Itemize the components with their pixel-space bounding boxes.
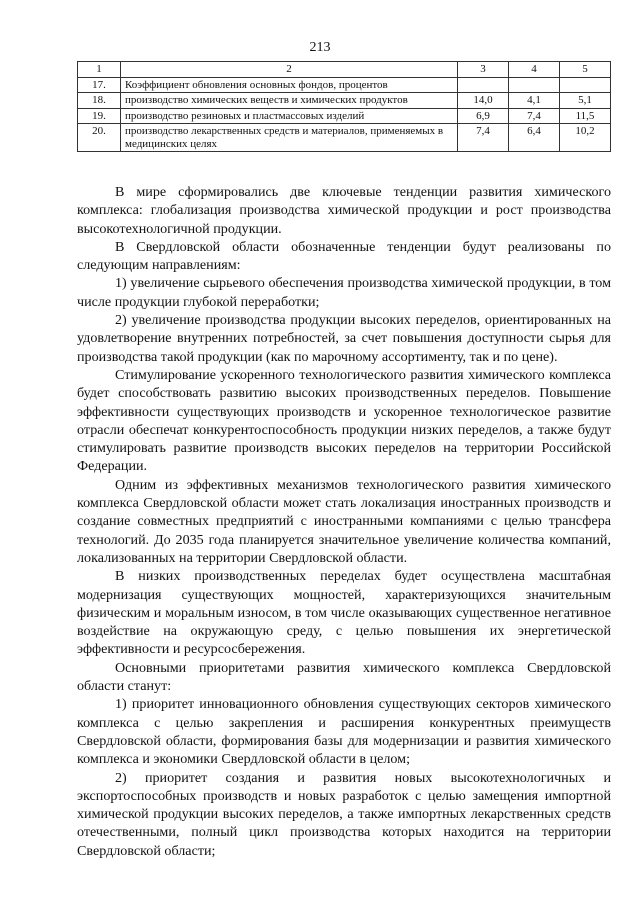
table-header-cell: 2 [121,62,458,78]
row-number: 19. [78,108,121,124]
row-label: производство химических веществ и химических продуктов [121,93,458,109]
table-header-cell: 3 [458,62,509,78]
table-row [78,77,611,93]
row-value-col5: 5,1 [560,93,611,109]
row-value-col4: 4,1 [509,93,560,109]
table-row [78,124,611,152]
row-label: производство резиновых и пластмассовых изделий [121,108,458,124]
paragraph-modernization: В низких производственных переделах будет осуществлена масштабная модернизация существующих мощностей, характеризующихся значительным физическим и моральным износом, в том числе оказывающих существенное негативное воздействие на окружающую среду, с целью повышения их энергетической эффективности и ресурсосбережения. [77,568,611,658]
page-number: 213 [309,40,331,55]
table-row [78,108,611,124]
table-row [78,93,611,109]
paragraph-priorities-intro: Основными приоритетами развития химического комплекса Свердловской области станут: [77,659,611,695]
paragraph-stimulation: Стимулирование ускоренного технологического развития химического комплекса будет способствовать развитию высоких производственных переделов. Повышение эффективности существующих производств и ускоренное технологическое развитие отрасли обеспечат конкурентоспособность продукции низких переделов, а также будут стимулировать развитие производств высоких переделов на территории Российской Федерации. [77,366,611,475]
row-value-col5: 11,5 [560,108,611,124]
table-header-cell: 1 [78,62,121,78]
row-value-col4: 7,4 [509,108,560,124]
row-number: 18. [78,93,121,109]
row-value-col3: 14,0 [458,93,509,109]
row-value-col3 [458,77,509,93]
row-value-col5: 10,2 [560,124,611,152]
document-body [77,183,611,860]
table-header-cell: 5 [560,62,611,78]
row-value-col3: 6,9 [458,108,509,124]
list-item-priority-innovation: 1) приоритет инновационного обновления существующих секторов химического комплекса с целью закрепления и расширения конкурентных преимуществ Свердловской области, формирования базы для модернизации и развития химического комплекса и экономики Свердловской области в целом; [77,696,611,768]
paragraph-localization: Одним из эффективных механизмов технологического развития химического комплекса Свердловской области может стать локализация иностранных производств и создание совместных предприятий с иностранными компаниями с целью трансфера технологий. До 2035 года планируется значительное увеличение количества компаний, локализованных на территории Свердловской области. [77,476,611,566]
row-value-col3: 7,4 [458,124,509,152]
row-number: 17. [78,77,121,93]
row-value-col4: 6,4 [509,124,560,152]
list-item-raw-supply: 1) увеличение сырьевого обеспечения производства химической продукции, в том числе продукции глубокой переработки; [77,275,611,310]
table-header-row [78,62,611,78]
list-item-priority-new-production: 2) приоритет создания и развития новых высокотехнологичных и экспортоспособных производств и новых разработок с целью замещения импортной химической продукции высоких переделов, а также импортных лекарственных средств отечественными, полный цикл производства которых находится на территории Свердловской области; [77,769,611,859]
paragraph-trends: В мире сформировались две ключевые тенденции развития химического комплекса: глобализация производства химической продукции и рост производства высокотехнологичной продукции. [77,184,611,237]
row-label: производство лекарственных средств и материалов, применяемых в медицинских целях [121,124,458,152]
list-item-high-redistribution: 2) увеличение производства продукции высоких переделов, ориентированных на удовлетворение внутренних потребностей, за счет повышения доступности сырья для производства такой продукции (как по марочному ассортименту, так и по цене). [77,312,611,365]
statistics-table [77,61,611,152]
row-value-col4 [509,77,560,93]
table-header-cell: 4 [509,62,560,78]
row-number: 20. [78,124,121,152]
row-label: Коэффициент обновления основных фондов, процентов [121,77,458,93]
paragraph-directions-intro: В Свердловской области обозначенные тенденции будут реализованы по следующим направлениям: [77,238,611,274]
row-value-col5 [560,77,611,93]
